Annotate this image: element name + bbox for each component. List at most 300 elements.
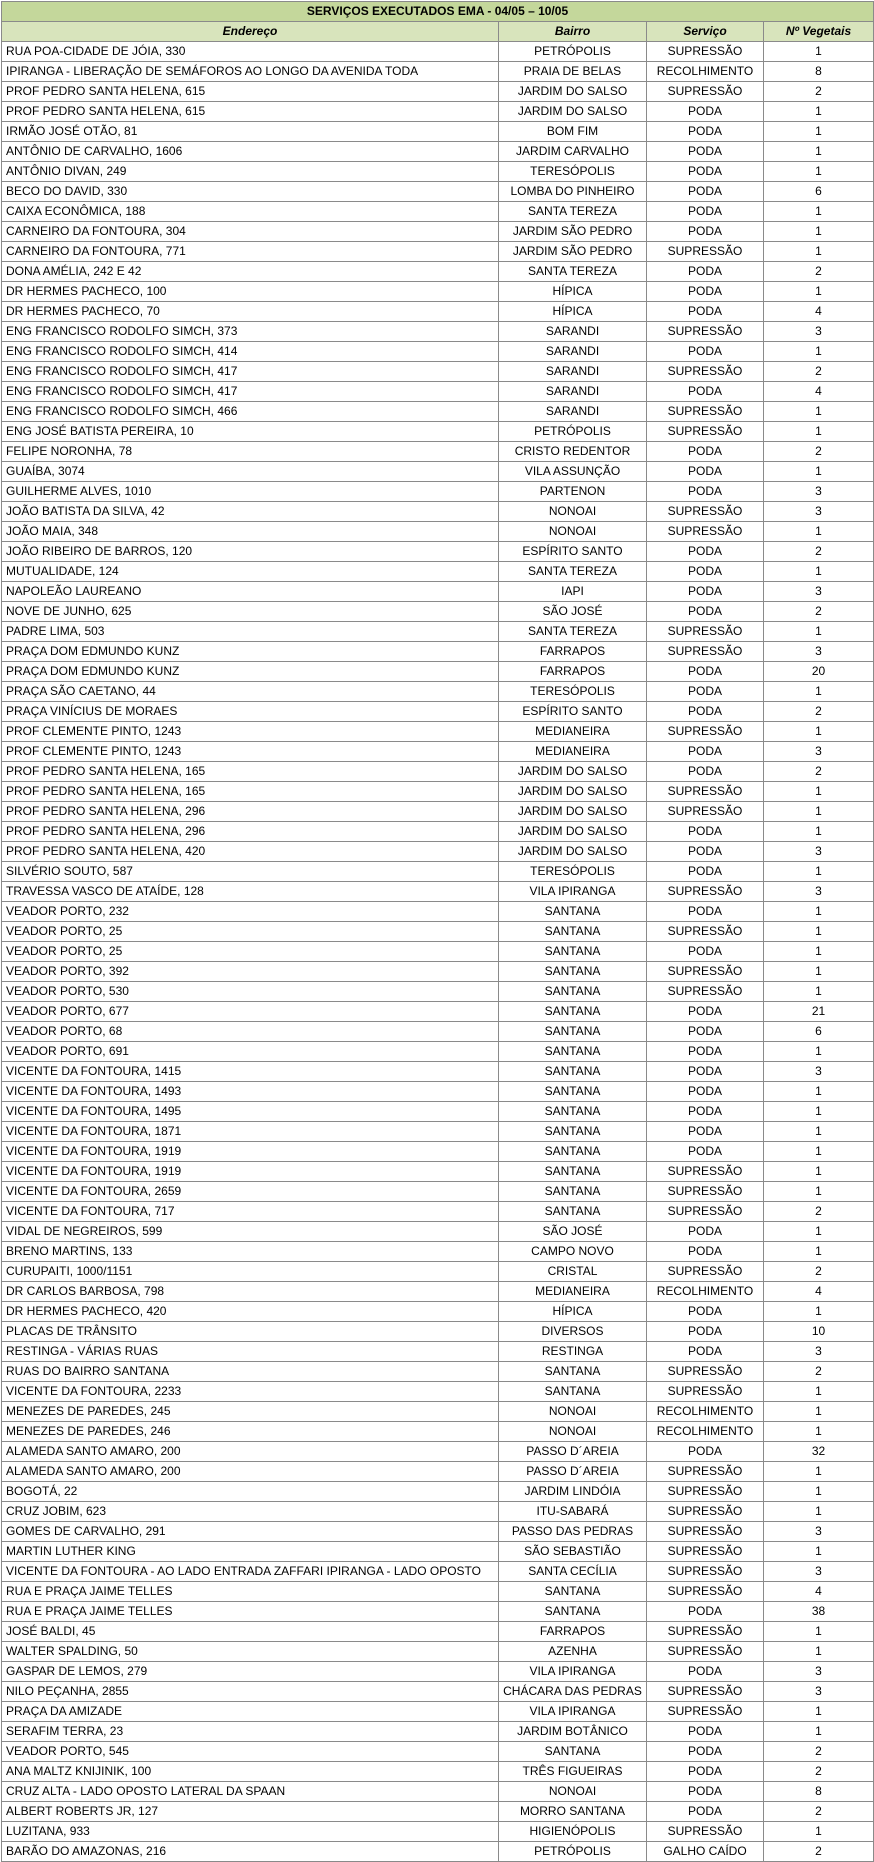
table-row [2, 482, 874, 502]
cell-bairro: SANTANA [499, 922, 647, 942]
cell-endereco: BOGOTÁ, 22 [2, 1482, 499, 1502]
cell-endereco: CARNEIRO DA FONTOURA, 771 [2, 242, 499, 262]
cell-servico: SUPRESSÃO [647, 42, 764, 62]
cell-endereco: RUA E PRAÇA JAIME TELLES [2, 1602, 499, 1622]
cell-endereco: IRMÃO JOSÉ OTÃO, 81 [2, 122, 499, 142]
cell-bairro: DIVERSOS [499, 1322, 647, 1342]
cell-bairro: SARANDI [499, 342, 647, 362]
cell-num-vegetais: 1 [764, 1222, 874, 1242]
table-row [2, 1582, 874, 1602]
cell-servico: SUPRESSÃO [647, 1622, 764, 1642]
table-row [2, 362, 874, 382]
cell-num-vegetais: 1 [764, 782, 874, 802]
cell-servico: RECOLHIMENTO [647, 1282, 764, 1302]
cell-servico: PODA [647, 842, 764, 862]
cell-endereco: DR HERMES PACHECO, 70 [2, 302, 499, 322]
cell-num-vegetais: 3 [764, 742, 874, 762]
cell-endereco: PRAÇA DOM EDMUNDO KUNZ [2, 662, 499, 682]
table-row [2, 1642, 874, 1662]
cell-num-vegetais: 2 [764, 602, 874, 622]
cell-servico: SUPRESSÃO [647, 1542, 764, 1562]
cell-num-vegetais: 1 [764, 902, 874, 922]
cell-num-vegetais: 3 [764, 322, 874, 342]
cell-bairro: CHÁCARA DAS PEDRAS [499, 1682, 647, 1702]
cell-num-vegetais: 1 [764, 142, 874, 162]
cell-endereco: VICENTE DA FONTOURA, 1919 [2, 1162, 499, 1182]
cell-servico: PODA [647, 462, 764, 482]
table-row [2, 1062, 874, 1082]
cell-servico: SUPRESSÃO [647, 962, 764, 982]
cell-bairro: SANTANA [499, 1182, 647, 1202]
cell-endereco: PROF PEDRO SANTA HELENA, 165 [2, 762, 499, 782]
cell-bairro: SANTANA [499, 1582, 647, 1602]
table-row [2, 1802, 874, 1822]
cell-bairro: SÃO JOSÉ [499, 1222, 647, 1242]
cell-servico: PODA [647, 1042, 764, 1062]
cell-num-vegetais: 3 [764, 1062, 874, 1082]
table-row [2, 1542, 874, 1562]
cell-num-vegetais: 1 [764, 282, 874, 302]
cell-endereco: PRAÇA SÃO CAETANO, 44 [2, 682, 499, 702]
cell-servico: PODA [647, 1442, 764, 1462]
cell-servico: SUPRESSÃO [647, 1702, 764, 1722]
table-body [2, 42, 874, 1862]
cell-endereco: PRAÇA DOM EDMUNDO KUNZ [2, 642, 499, 662]
table-row [2, 182, 874, 202]
cell-bairro: SANTA TEREZA [499, 202, 647, 222]
table-row [2, 402, 874, 422]
table-row [2, 162, 874, 182]
cell-endereco: MENEZES DE PAREDES, 245 [2, 1402, 499, 1422]
table-row [2, 1402, 874, 1422]
cell-servico: PODA [647, 742, 764, 762]
cell-num-vegetais: 1 [764, 1402, 874, 1422]
cell-bairro: FARRAPOS [499, 642, 647, 662]
table-row [2, 122, 874, 142]
cell-endereco: CURUPAITI, 1000/1151 [2, 1262, 499, 1282]
cell-endereco: FELIPE NORONHA, 78 [2, 442, 499, 462]
cell-endereco: VIDAL DE NEGREIROS, 599 [2, 1222, 499, 1242]
cell-servico: SUPRESSÃO [647, 1522, 764, 1542]
cell-servico: PODA [647, 702, 764, 722]
table-row [2, 642, 874, 662]
cell-endereco: GUAÍBA, 3074 [2, 462, 499, 482]
cell-num-vegetais: 1 [764, 102, 874, 122]
cell-num-vegetais: 2 [764, 1362, 874, 1382]
cell-endereco: PLACAS DE TRÂNSITO [2, 1322, 499, 1342]
cell-servico: RECOLHIMENTO [647, 1422, 764, 1442]
cell-servico: SUPRESSÃO [647, 722, 764, 742]
cell-endereco: PROF PEDRO SANTA HELENA, 615 [2, 82, 499, 102]
table-row [2, 1282, 874, 1302]
cell-endereco: VICENTE DA FONTOURA, 1871 [2, 1122, 499, 1142]
cell-endereco: PROF PEDRO SANTA HELENA, 296 [2, 822, 499, 842]
cell-servico: PODA [647, 1142, 764, 1162]
cell-endereco: ENG FRANCISCO RODOLFO SIMCH, 417 [2, 382, 499, 402]
cell-servico: SUPRESSÃO [647, 1642, 764, 1662]
cell-endereco: VEADOR PORTO, 232 [2, 902, 499, 922]
cell-servico: PODA [647, 1022, 764, 1042]
cell-num-vegetais: 3 [764, 1562, 874, 1582]
cell-num-vegetais: 3 [764, 582, 874, 602]
cell-servico: PODA [647, 602, 764, 622]
cell-endereco: VEADOR PORTO, 392 [2, 962, 499, 982]
cell-servico: SUPRESSÃO [647, 502, 764, 522]
table-row [2, 902, 874, 922]
header-bairro: Bairro [499, 22, 647, 42]
table-row [2, 1082, 874, 1102]
cell-num-vegetais: 1 [764, 1502, 874, 1522]
cell-servico: PODA [647, 1802, 764, 1822]
cell-num-vegetais: 1 [764, 1722, 874, 1742]
cell-bairro: SANTANA [499, 1142, 647, 1162]
cell-endereco: RUA E PRAÇA JAIME TELLES [2, 1582, 499, 1602]
cell-servico: SUPRESSÃO [647, 802, 764, 822]
cell-bairro: HÍPICA [499, 302, 647, 322]
table-row [2, 922, 874, 942]
cell-bairro: NONOAI [499, 1422, 647, 1442]
table-row [2, 422, 874, 442]
cell-servico: PODA [647, 1062, 764, 1082]
cell-servico: PODA [647, 342, 764, 362]
cell-num-vegetais: 2 [764, 262, 874, 282]
cell-servico: GALHO CAÍDO [647, 1842, 764, 1862]
table-row [2, 1302, 874, 1322]
cell-bairro: HIGIENÓPOLIS [499, 1822, 647, 1842]
table-row [2, 82, 874, 102]
cell-num-vegetais: 3 [764, 502, 874, 522]
cell-num-vegetais: 1 [764, 402, 874, 422]
table-row [2, 242, 874, 262]
cell-bairro: SANTA CECÍLIA [499, 1562, 647, 1582]
cell-servico: SUPRESSÃO [647, 1562, 764, 1582]
table-row [2, 142, 874, 162]
cell-num-vegetais: 1 [764, 942, 874, 962]
cell-num-vegetais: 1 [764, 1822, 874, 1842]
cell-bairro: SANTANA [499, 1082, 647, 1102]
cell-servico: PODA [647, 182, 764, 202]
cell-bairro: MORRO SANTANA [499, 1802, 647, 1822]
cell-num-vegetais: 1 [764, 1622, 874, 1642]
cell-num-vegetais: 3 [764, 482, 874, 502]
cell-endereco: VICENTE DA FONTOURA, 1495 [2, 1102, 499, 1122]
cell-servico: RECOLHIMENTO [647, 1402, 764, 1422]
table-row [2, 782, 874, 802]
cell-bairro: SANTA TEREZA [499, 262, 647, 282]
cell-endereco: ANA MALTZ KNIJINIK, 100 [2, 1762, 499, 1782]
cell-servico: SUPRESSÃO [647, 362, 764, 382]
table-row [2, 862, 874, 882]
cell-endereco: VICENTE DA FONTOURA, 1493 [2, 1082, 499, 1102]
cell-num-vegetais: 3 [764, 1682, 874, 1702]
cell-bairro: HÍPICA [499, 1302, 647, 1322]
cell-bairro: SARANDI [499, 322, 647, 342]
cell-bairro: SÃO SEBASTIÃO [499, 1542, 647, 1562]
cell-num-vegetais: 1 [764, 822, 874, 842]
cell-servico: PODA [647, 1782, 764, 1802]
cell-bairro: AZENHA [499, 1642, 647, 1662]
table-row [2, 462, 874, 482]
cell-servico: PODA [647, 1122, 764, 1142]
cell-endereco: ANTÔNIO DIVAN, 249 [2, 162, 499, 182]
table-row [2, 1202, 874, 1222]
cell-endereco: DR CARLOS BARBOSA, 798 [2, 1282, 499, 1302]
cell-bairro: PASSO D´AREIA [499, 1442, 647, 1462]
cell-num-vegetais: 1 [764, 802, 874, 822]
cell-num-vegetais: 1 [764, 982, 874, 1002]
cell-bairro: TRÊS FIGUEIRAS [499, 1762, 647, 1782]
cell-num-vegetais: 1 [764, 1122, 874, 1142]
cell-servico: PODA [647, 1302, 764, 1322]
cell-bairro: PASSO D´AREIA [499, 1462, 647, 1482]
cell-endereco: JOSÉ BALDI, 45 [2, 1622, 499, 1642]
cell-bairro: JARDIM SÃO PEDRO [499, 222, 647, 242]
header-endereco: Endereço [2, 22, 499, 42]
cell-num-vegetais: 2 [764, 1802, 874, 1822]
cell-bairro: SANTANA [499, 962, 647, 982]
cell-num-vegetais: 1 [764, 1422, 874, 1442]
cell-num-vegetais: 2 [764, 1262, 874, 1282]
cell-servico: PODA [647, 1102, 764, 1122]
cell-bairro: CAMPO NOVO [499, 1242, 647, 1262]
cell-bairro: FARRAPOS [499, 1622, 647, 1642]
cell-bairro: BOM FIM [499, 122, 647, 142]
table-row [2, 742, 874, 762]
cell-num-vegetais: 2 [764, 362, 874, 382]
cell-servico: SUPRESSÃO [647, 642, 764, 662]
cell-endereco: DR HERMES PACHECO, 420 [2, 1302, 499, 1322]
cell-bairro: JARDIM DO SALSO [499, 822, 647, 842]
table-row [2, 442, 874, 462]
table-row [2, 62, 874, 82]
cell-servico: PODA [647, 1222, 764, 1242]
cell-endereco: NOVE DE JUNHO, 625 [2, 602, 499, 622]
cell-num-vegetais: 6 [764, 1022, 874, 1042]
cell-endereco: ALBERT ROBERTS JR, 127 [2, 1802, 499, 1822]
cell-bairro: SANTANA [499, 1122, 647, 1142]
table-row [2, 1022, 874, 1042]
cell-num-vegetais: 2 [764, 1202, 874, 1222]
cell-endereco: VEADOR PORTO, 691 [2, 1042, 499, 1062]
cell-servico: SUPRESSÃO [647, 1682, 764, 1702]
cell-num-vegetais: 3 [764, 882, 874, 902]
cell-num-vegetais: 6 [764, 182, 874, 202]
table-row [2, 842, 874, 862]
table-row [2, 322, 874, 342]
cell-num-vegetais: 2 [764, 542, 874, 562]
cell-num-vegetais: 1 [764, 1242, 874, 1262]
cell-endereco: ENG FRANCISCO RODOLFO SIMCH, 417 [2, 362, 499, 382]
cell-endereco: CAIXA ECONÔMICA, 188 [2, 202, 499, 222]
table-row [2, 1702, 874, 1722]
cell-num-vegetais: 1 [764, 202, 874, 222]
table-row [2, 1782, 874, 1802]
table-row [2, 1182, 874, 1202]
cell-servico: PODA [647, 1342, 764, 1362]
cell-servico: SUPRESSÃO [647, 1502, 764, 1522]
table-row [2, 1482, 874, 1502]
table-row [2, 662, 874, 682]
cell-endereco: PROF CLEMENTE PINTO, 1243 [2, 722, 499, 742]
table-row [2, 1002, 874, 1022]
table-row [2, 222, 874, 242]
cell-endereco: PADRE LIMA, 503 [2, 622, 499, 642]
cell-servico: PODA [647, 1762, 764, 1782]
cell-servico: SUPRESSÃO [647, 82, 764, 102]
cell-bairro: MEDIANEIRA [499, 1282, 647, 1302]
cell-servico: SUPRESSÃO [647, 1462, 764, 1482]
cell-endereco: ANTÔNIO DE CARVALHO, 1606 [2, 142, 499, 162]
cell-endereco: DONA AMÉLIA, 242 E 42 [2, 262, 499, 282]
cell-servico: RECOLHIMENTO [647, 62, 764, 82]
cell-endereco: VEADOR PORTO, 530 [2, 982, 499, 1002]
cell-endereco: VICENTE DA FONTOURA, 1415 [2, 1062, 499, 1082]
cell-num-vegetais: 1 [764, 562, 874, 582]
cell-bairro: PETRÓPOLIS [499, 42, 647, 62]
table-row [2, 982, 874, 1002]
cell-bairro: VILA IPIRANGA [499, 1662, 647, 1682]
cell-servico: PODA [647, 862, 764, 882]
cell-bairro: ESPÍRITO SANTO [499, 542, 647, 562]
cell-num-vegetais: 1 [764, 242, 874, 262]
cell-num-vegetais: 1 [764, 1542, 874, 1562]
table-row [2, 1762, 874, 1782]
table-row [2, 1122, 874, 1142]
cell-endereco: CRUZ ALTA - LADO OPOSTO LATERAL DA SPAAN [2, 1782, 499, 1802]
cell-bairro: SANTANA [499, 1042, 647, 1062]
table-row [2, 1462, 874, 1482]
title-row [2, 2, 874, 22]
cell-num-vegetais: 3 [764, 842, 874, 862]
table-row [2, 1842, 874, 1862]
cell-endereco: DR HERMES PACHECO, 100 [2, 282, 499, 302]
table-row [2, 102, 874, 122]
cell-num-vegetais: 2 [764, 1762, 874, 1782]
cell-num-vegetais: 2 [764, 1842, 874, 1862]
services-table [1, 1, 874, 1862]
cell-bairro: SANTANA [499, 902, 647, 922]
table-row [2, 822, 874, 842]
cell-endereco: TRAVESSA VASCO DE ATAÍDE, 128 [2, 882, 499, 902]
cell-bairro: JARDIM DO SALSO [499, 102, 647, 122]
cell-servico: SUPRESSÃO [647, 922, 764, 942]
table-row [2, 1222, 874, 1242]
cell-servico: PODA [647, 582, 764, 602]
cell-bairro: VILA IPIRANGA [499, 882, 647, 902]
cell-bairro: SANTANA [499, 1382, 647, 1402]
cell-num-vegetais: 1 [764, 342, 874, 362]
cell-servico: PODA [647, 562, 764, 582]
cell-servico: SUPRESSÃO [647, 1262, 764, 1282]
cell-bairro: SANTANA [499, 982, 647, 1002]
cell-endereco: MENEZES DE PAREDES, 246 [2, 1422, 499, 1442]
cell-servico: PODA [647, 262, 764, 282]
cell-servico: PODA [647, 382, 764, 402]
table-row [2, 1142, 874, 1162]
cell-servico: SUPRESSÃO [647, 422, 764, 442]
cell-bairro: PARTENON [499, 482, 647, 502]
cell-num-vegetais: 20 [764, 662, 874, 682]
table-row [2, 262, 874, 282]
cell-bairro: MEDIANEIRA [499, 742, 647, 762]
cell-num-vegetais: 38 [764, 1602, 874, 1622]
table-row [2, 1602, 874, 1622]
table-row [2, 1362, 874, 1382]
cell-endereco: BRENO MARTINS, 133 [2, 1242, 499, 1262]
cell-bairro: ITU-SABARÁ [499, 1502, 647, 1522]
cell-servico: PODA [647, 1602, 764, 1622]
cell-bairro: VILA IPIRANGA [499, 1702, 647, 1722]
cell-bairro: CRISTAL [499, 1262, 647, 1282]
cell-endereco: VICENTE DA FONTOURA, 1919 [2, 1142, 499, 1162]
cell-endereco: IPIRANGA - LIBERAÇÃO DE SEMÁFOROS AO LONGO DA AVENIDA TODA [2, 62, 499, 82]
cell-servico: SUPRESSÃO [647, 1582, 764, 1602]
cell-servico: SUPRESSÃO [647, 1162, 764, 1182]
cell-endereco: BARÃO DO AMAZONAS, 216 [2, 1842, 499, 1862]
cell-bairro: JARDIM DO SALSO [499, 782, 647, 802]
cell-servico: PODA [647, 1082, 764, 1102]
cell-endereco: MARTIN LUTHER KING [2, 1542, 499, 1562]
cell-endereco: VEADOR PORTO, 25 [2, 922, 499, 942]
cell-num-vegetais: 1 [764, 162, 874, 182]
cell-num-vegetais: 1 [764, 462, 874, 482]
cell-servico: PODA [647, 162, 764, 182]
cell-servico: PODA [647, 142, 764, 162]
cell-num-vegetais: 4 [764, 1582, 874, 1602]
cell-servico: PODA [647, 902, 764, 922]
table-row [2, 1682, 874, 1702]
cell-bairro: IAPI [499, 582, 647, 602]
cell-num-vegetais: 1 [764, 1302, 874, 1322]
header-servico: Serviço [647, 22, 764, 42]
cell-servico: PODA [647, 122, 764, 142]
cell-endereco: ENG FRANCISCO RODOLFO SIMCH, 414 [2, 342, 499, 362]
cell-bairro: JARDIM CARVALHO [499, 142, 647, 162]
cell-bairro: PETRÓPOLIS [499, 422, 647, 442]
table-row [2, 1622, 874, 1642]
cell-endereco: RUA POA-CIDADE DE JÓIA, 330 [2, 42, 499, 62]
cell-bairro: TERESÓPOLIS [499, 862, 647, 882]
cell-endereco: VEADOR PORTO, 545 [2, 1742, 499, 1762]
cell-endereco: PROF CLEMENTE PINTO, 1243 [2, 742, 499, 762]
cell-servico: PODA [647, 302, 764, 322]
cell-bairro: SANTA TEREZA [499, 622, 647, 642]
table-row [2, 1662, 874, 1682]
cell-servico: SUPRESSÃO [647, 982, 764, 1002]
cell-num-vegetais: 32 [764, 1442, 874, 1462]
cell-bairro: SARANDI [499, 382, 647, 402]
cell-servico: PODA [647, 202, 764, 222]
cell-bairro: SANTANA [499, 1022, 647, 1042]
cell-servico: PODA [647, 1662, 764, 1682]
cell-endereco: MUTUALIDADE, 124 [2, 562, 499, 582]
table-row [2, 1262, 874, 1282]
table-row [2, 562, 874, 582]
cell-endereco: SERAFIM TERRA, 23 [2, 1722, 499, 1742]
cell-endereco: CARNEIRO DA FONTOURA, 304 [2, 222, 499, 242]
table-row [2, 1322, 874, 1342]
cell-bairro: SÃO JOSÉ [499, 602, 647, 622]
table-row [2, 1742, 874, 1762]
cell-num-vegetais: 3 [764, 1522, 874, 1542]
cell-bairro: SANTANA [499, 1202, 647, 1222]
cell-servico: PODA [647, 942, 764, 962]
cell-num-vegetais: 3 [764, 1342, 874, 1362]
table-row [2, 502, 874, 522]
cell-num-vegetais: 1 [764, 222, 874, 242]
cell-bairro: ESPÍRITO SANTO [499, 702, 647, 722]
cell-num-vegetais: 1 [764, 1162, 874, 1182]
